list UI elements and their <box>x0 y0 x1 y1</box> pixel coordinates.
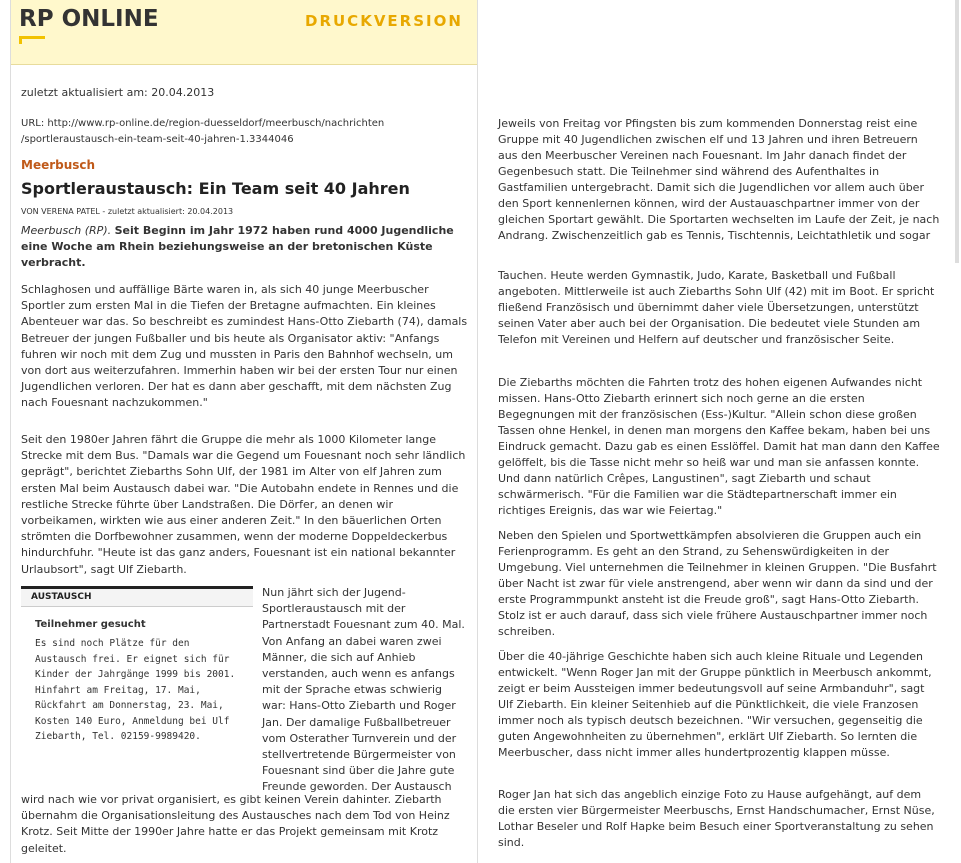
info-box <box>21 586 253 777</box>
left-column <box>10 0 478 863</box>
url-line-1[interactable]: http://www.rp-online.de/region-duesseldorf/meerbusch/nachrichten <box>47 118 385 129</box>
article-kicker: Meerbusch <box>21 158 96 172</box>
info-box-text: Es sind noch Plätze für den Austausch frei. Er eignet sich für Kinder der Jahrgänge 1999 bis 2001. Hinfahrt am Freitag, 17. Mai, Rückfahrt am Donnerstag, 23. Mai, Kosten 140 Euro, Anmeldung bei Ulf Ziebarth, Tel. 02159-9989420. <box>35 638 236 742</box>
paragraph-3: Nun jährt sich der Jugend-Sportleraustausch mit der Partnerstadt Fouesnant zum 40. Mal. Von Anfang an dabei waren zwei Männer, die sich auf Anhieb verstanden, auch wenn es anfangs mit der Sprache etwas schwierig war: Hans-Otto Ziebarth und Roger Jan. Der damalige Fußballbetreuer vom Osterather Turnverein und der stellvertretende Bürgermeister von Fouesnant sind über die Jahre gute Freunde geworden. Der Austausch <box>262 586 465 794</box>
right-paragraph-5: Über die 40-jährige Geschichte haben sich auch kleine Rituale und Legenden entwickelt. "Wenn Roger Jan mit der Gruppe pünktlich in Meerbusch ankommt, zeigt er beim Aussteigen immer bedeutungsvoll auf seine Armbanduhr", sagt Ulf Ziebarth. Ein kleiner Seitenhieb auf die Pünktlichkeit, die viele Franzosen immer noch als typisch deutsch bezeichnen. "Wir versuchen, gegenseitig die guten Angewohnheiten zu übernehmen", erklärt Ulf Ziebarth. So lernten die Meerbuscher, dass nicht immer alles hundertprozentig klappen müsse. <box>498 650 932 759</box>
article-headline: Sportleraustausch: Ein Team seit 40 Jahren <box>21 179 410 198</box>
print-version-label: DRUCKVERSION <box>305 12 463 30</box>
article-lead <box>21 223 468 272</box>
lead-source: Meerbusch (RP). <box>21 224 112 237</box>
rp-online-logo[interactable]: RP ONLINE <box>19 6 159 32</box>
logo-accent <box>19 36 45 39</box>
right-paragraph-4: Neben den Spielen und Sportwettkämpfen absolvieren die Gruppen auch ein Ferienprogramm. Es geht an den Strand, zu Sehenswürdigkeiten in der Umgebung. Viel unternehmen die Teilnehmer in kleinen Gruppen. "Die Busfahrt über Nacht ist zwar für viele anstrengend, aber wenn wir dann da sind und der erste Programmpunkt ansteht ist die Freude groß", sagt Hans-Otto Ziebarth. Stolz ist er auch darauf, dass sich viele frühere Austauschpartner immer noch schreiben. <box>498 529 937 638</box>
byline-author: VON VERENA PATEL <box>21 207 100 216</box>
right-paragraph-1: Jeweils von Freitag vor Pfingsten bis zum kommenden Donnerstag reist eine Gruppe mit 40 Jugendlichen zwischen elf und 13 Jahren und ihren Betreuern aus den Meerbuscher Vereinen nach Fouesnant. Im Jahr danach findet der Gegenbesuch statt. Die Teilnehmer sind während des Aufenthaltes in Gastfamilien untergebracht. Damit sich die Jugendlichen vor allem auch über den Sport kennenlernen können, wird der Austauaschpartner immer von der gleichen Sportart gewählt. Die Sportarten wechselten im Laufe der Zeit, je nach Andrang. Zwischenzeitlich gab es Tennis, Tischtennis, Leichtathletik und sogar <box>498 117 940 242</box>
paragraph-1: Schlaghosen und auffällige Bärte waren in, als sich 40 junge Meerbuscher Sportler zum ersten Mal in die Tiefen der Bretagne aufmachten. Ein kleines Abenteuer war das. So beschreibt es zumindest Hans-Otto Ziebarth (74), damals Betreuer der jungen Fußballer und bis heute als Organisator aktiv: "Anfangs fuhren wir noch mit dem Zug und mussten in Paris den Bahnhof wechseln, um von dort aus weiterzufahren. Immerhin haben wir bei der ersten Tour nur einen Jugendlichen verloren. Der hat es dann aber geschafft, mit dem nächsten Zug nach Fouesnant nachzukommen." <box>21 283 468 410</box>
scrollbar-track[interactable] <box>955 0 959 263</box>
lead-text: Seit Beginn im Jahr 1972 haben rund 4000 Jugendliche eine Woche am Rhein beziehungsweise an der bretonischen Küste verbracht. <box>21 224 454 270</box>
logo-accent-vertical <box>19 36 22 44</box>
right-paragraph-6: Roger Jan hat sich das angeblich einzige Foto zu Hause aufgehängt, auf dem die ersten vier Bürgermeister Meerbuschs, Ernst Handschumacher, Ernst Nüse, Lothar Beseler und Rolf Hapke beim Besuch einer Sportveranstaltung zu sehen sind. <box>498 788 935 849</box>
right-paragraph-2: Tauchen. Heute werden Gymnastik, Judo, Karate, Basketball und Fußball angeboten. Mittlerweile ist auch Ziebarths Sohn Ulf (42) mit im Boot. Er spricht fließend Französisch und übernimmt daher viele Übersetzungen, unterstützt seinen Vater aber auch bei der Organisation. Die bedeutet viele Stunden am Telefon mit Vereinen und Helfern auf deutscher und französischer Seite. <box>498 269 935 346</box>
url-label: URL: <box>21 118 45 129</box>
updated-date: 20.04.2013 <box>151 86 215 99</box>
info-box-title: Teilnehmer gesucht <box>35 619 146 630</box>
updated-label: zuletzt aktualisiert am: <box>21 86 148 99</box>
url-line-2[interactable]: /sportleraustausch-ein-team-seit-40-jahren-1.3344046 <box>21 134 294 145</box>
header-bar <box>11 0 477 65</box>
article-byline <box>21 207 233 216</box>
byline-updated: - zuletzt aktualisiert: 20.04.2013 <box>99 207 234 216</box>
right-paragraph-3: Die Ziebarths möchten die Fahrten trotz des hohen eigenen Aufwandes nicht missen. Hans-Otto Ziebarth erinnert sich noch gerne an die ersten Begegnungen mit der französischen (Ess-)Kultur. "Allein schon diese großen Tassen ohne Henkel, in denen man morgens den Kaffee bekam, haben bei uns Eindruck gemacht. Dazu gab es einen Esslöffel. Damit hat man dann den Kaffee gelöffelt, bis die Tasse nicht mehr so heiß war und man sie anfassen konnte. Und dann natürlich Crêpes, Langustinen", sagt Ziebarth und schaut schwärmerisch. "Für die Familien war die Städtepartnerschaft immer ein richtiges Ereignis, das war wie Feiertag." <box>498 376 940 517</box>
info-box-heading: AUSTAUSCH <box>21 589 253 607</box>
article-url <box>21 116 471 148</box>
paragraph-2: Seit den 1980er Jahren fährt die Gruppe die mehr als 1000 Kilometer lange Strecke mit dem Bus. "Damals war die Gegend um Fouesnant noch sehr ländlich geprägt", berichtet Ziebarths Sohn Ulf, der 1981 im Alter von elf Jahren zum ersten Mal beim Austausch dabei war. "Die Autobahn endete in Rennes und die restliche Strecke führte über Landstraßen. Die Dörfer, an denen wir vorbeikamen, wirkten wie aus einer anderen Zeit." In den bäuerlichen Orten strömten die Dorfbewohner zusammen, wenn der moderne Doppeldeckerbus hindurchfuhr. "Heute ist das ganz anders, Fouesnant ist ein national bekannter Urlaubsort", sagt Ulf Ziebarth. <box>21 433 466 576</box>
updated-line <box>21 86 214 99</box>
paragraph-3-continued: wird nach wie vor privat organisiert, es gibt keinen Verein dahinter. Ziebarth übernahm die Organisationsleitung des Austausches nach dem Tod von Heinz Krotz. Seit Mitte der 1990er Jahre hatte er das Projekt gemeinsam mit Krotz geleitet. <box>21 793 450 855</box>
